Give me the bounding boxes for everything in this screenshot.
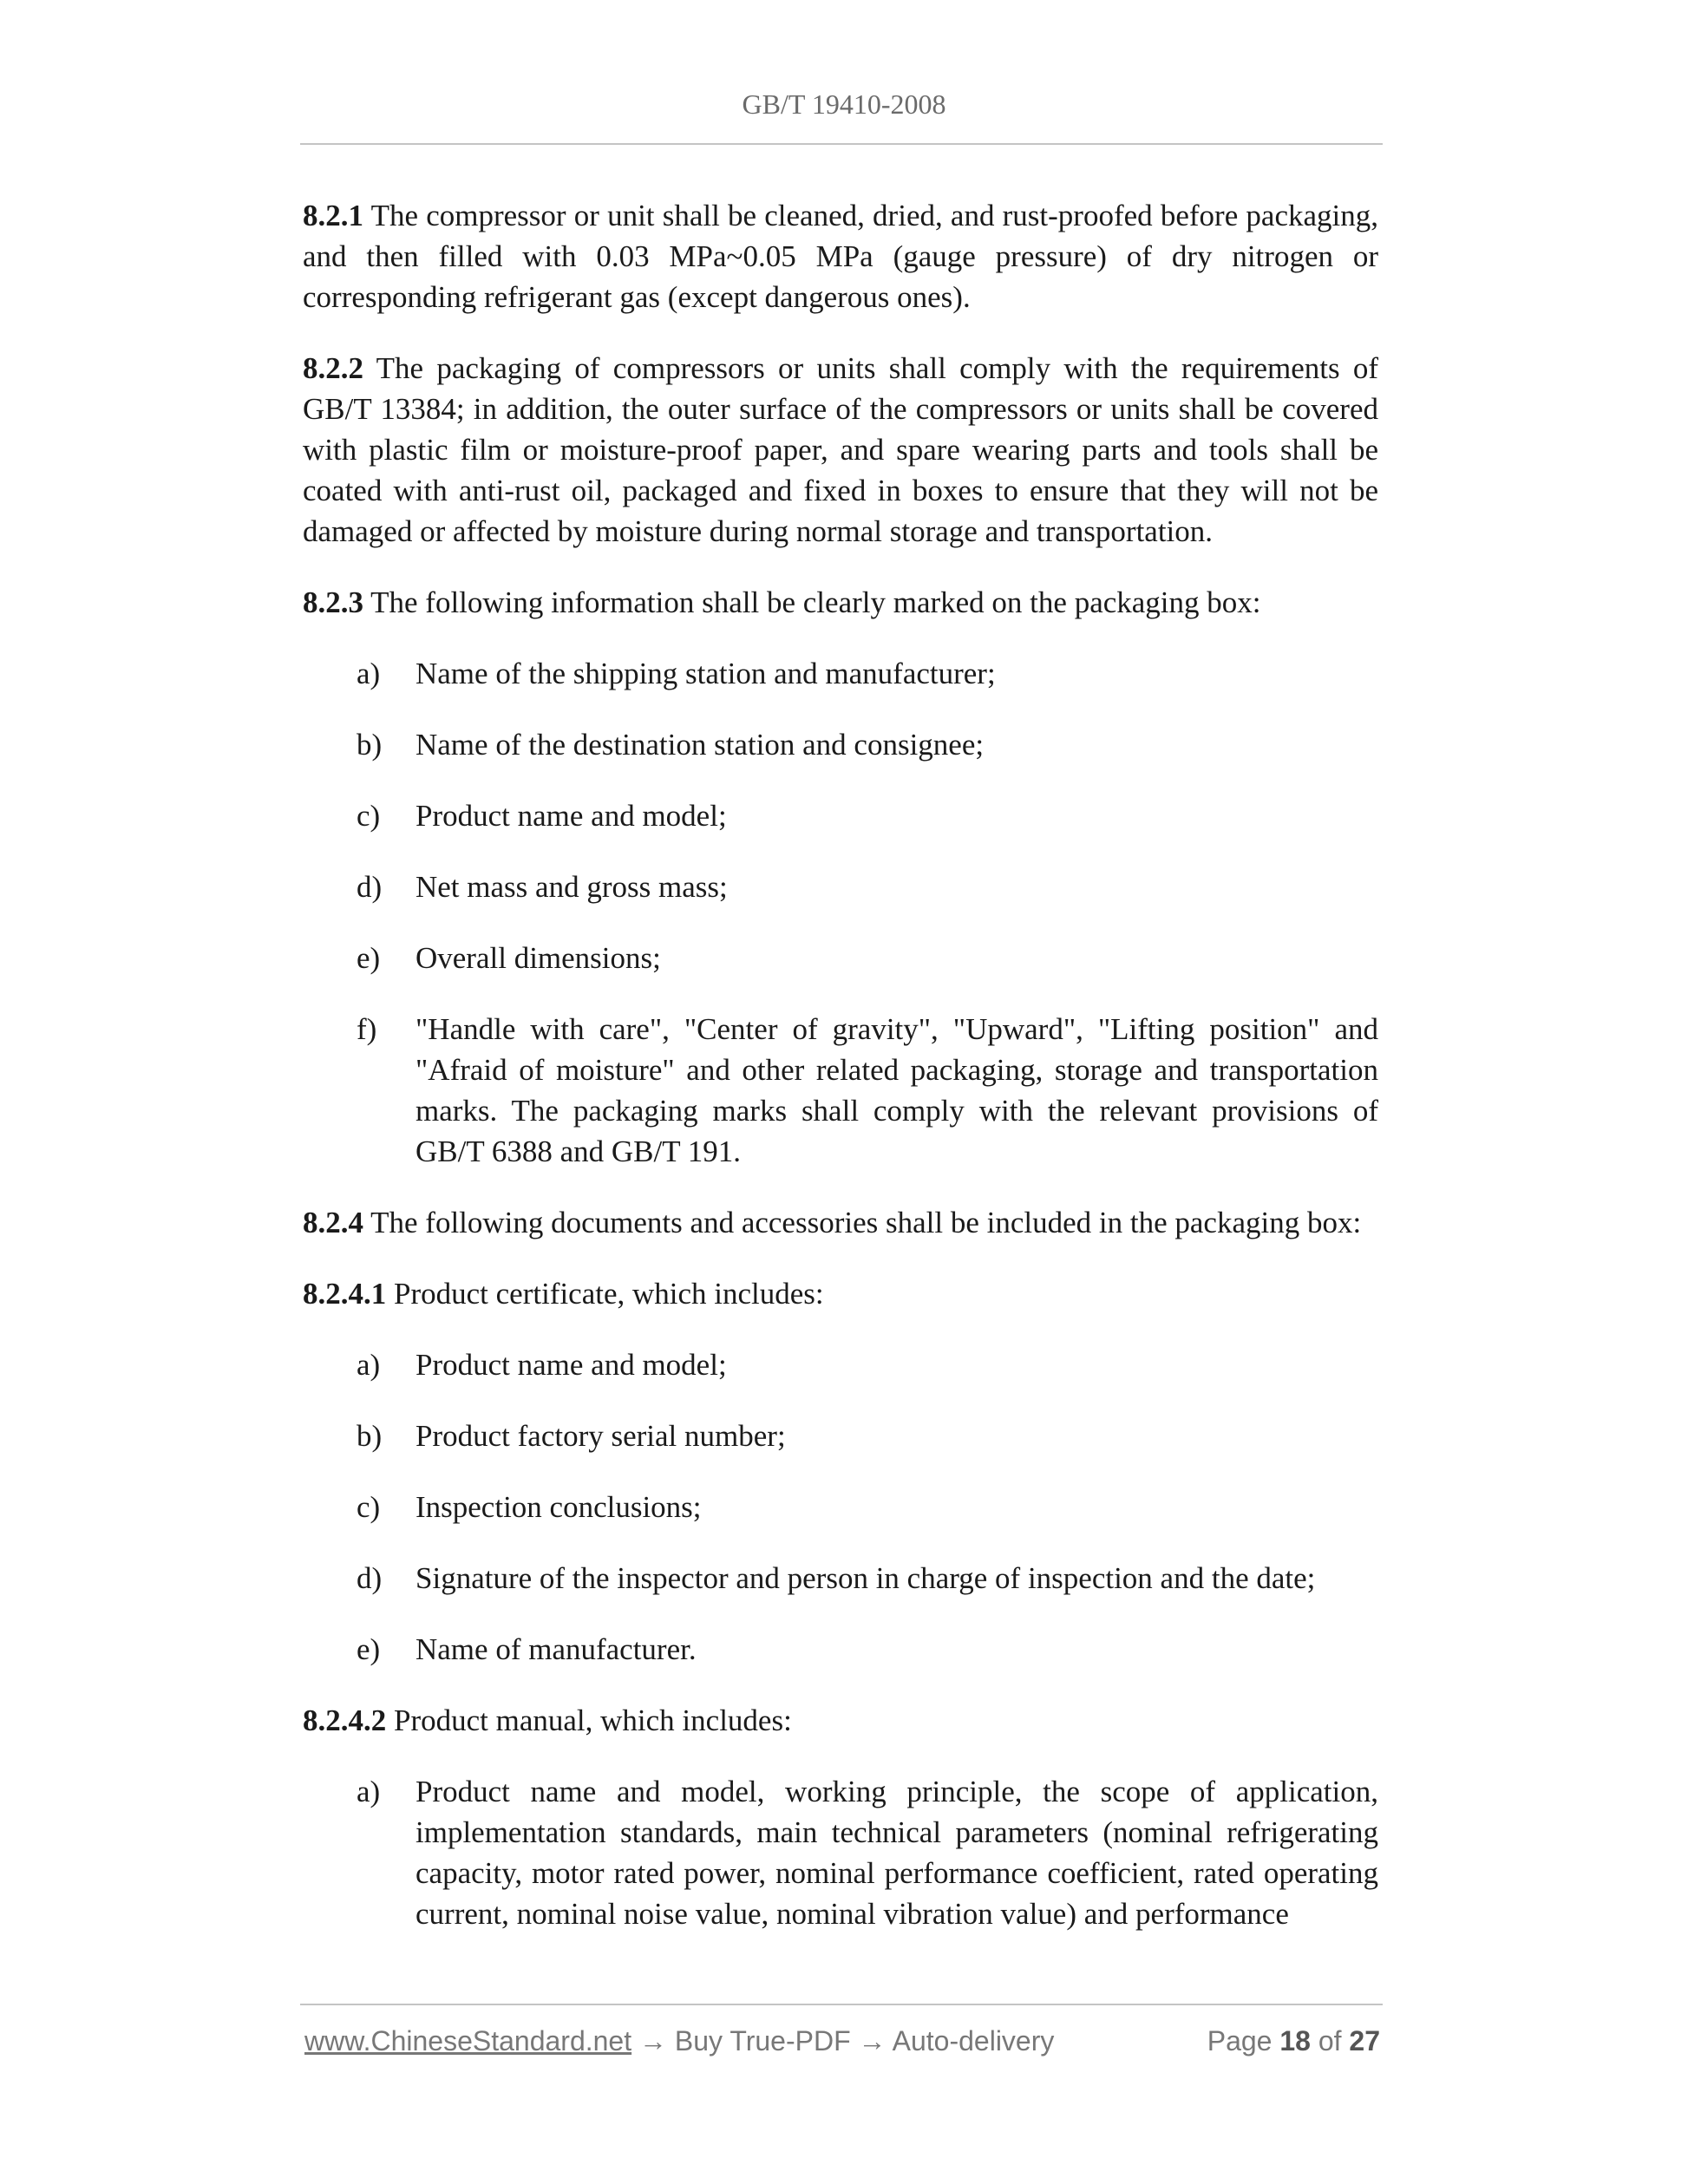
list-item [303, 1558, 1378, 1599]
marking-list [303, 653, 1378, 1172]
header-divider [300, 143, 1383, 145]
list-item [303, 724, 1378, 765]
manual-list [303, 1771, 1378, 1934]
list-text: "Handle with care", "Center of gravity", "Upward", "Lifting position" and "Afraid of moisture" and other related packaging, storage and transportation marks. The packaging marks shall comply with the relevant provisions of GB/T 6388 and GB/T 191. [415, 1012, 1378, 1168]
list-item [303, 1416, 1378, 1456]
page-total: 27 [1349, 2025, 1380, 2056]
page-current: 18 [1279, 2025, 1311, 2056]
list-label: d) [357, 1561, 383, 1595]
list-label: a) [357, 1775, 381, 1808]
auto-delivery-text: Auto-delivery [892, 2025, 1055, 2056]
list-item [303, 653, 1378, 694]
list-item [303, 1629, 1378, 1670]
list-text: Product name and model; [415, 799, 727, 833]
list-label: e) [357, 941, 381, 975]
list-text: Name of manufacturer. [415, 1632, 697, 1666]
clause-text: The following information shall be clearly marked on the packaging box: [370, 585, 1261, 619]
list-label: f) [357, 1012, 377, 1046]
clause-number: 8.2.3 [303, 585, 363, 619]
list-item [303, 938, 1378, 978]
clause-8-2-4-2 [303, 1700, 1378, 1741]
clause-text: Product certificate, which includes: [394, 1277, 824, 1311]
page-word: Page [1207, 2025, 1273, 2056]
page-footer [304, 2025, 1380, 2063]
page-body [303, 195, 1378, 1965]
clause-number: 8.2.2 [303, 351, 363, 385]
list-text: Name of the destination station and consignee; [415, 728, 985, 762]
list-item [303, 1009, 1378, 1172]
clause-8-2-2 [303, 348, 1378, 552]
of-word: of [1318, 2025, 1342, 2056]
clause-8-2-3 [303, 582, 1378, 623]
list-text: Overall dimensions; [415, 941, 661, 975]
list-label: a) [357, 1348, 381, 1382]
list-label: b) [357, 728, 383, 762]
list-text: Product name and model, working principle, the scope of application, implementation standards, main technical parameters (nominal refrigerating capacity, motor rated power, nominal performance coefficient, rated operating current, nominal noise value, nominal vibration value) and performance [415, 1775, 1378, 1931]
clause-text: The following documents and accessories shall be included in the packaging box: [370, 1206, 1362, 1239]
list-label: b) [357, 1419, 383, 1453]
header-title: GB/T 19410-2008 [742, 88, 946, 120]
list-item [303, 1487, 1378, 1527]
list-text: Product name and model; [415, 1348, 727, 1382]
site-link[interactable]: www.ChineseStandard.net [304, 2025, 632, 2056]
clause-number: 8.2.1 [303, 199, 363, 232]
clause-8-2-4 [303, 1202, 1378, 1243]
list-text: Name of the shipping station and manufacturer; [415, 657, 996, 690]
list-item [303, 1771, 1378, 1934]
buy-pdf-text: Buy True-PDF [674, 2025, 851, 2056]
list-text: Signature of the inspector and person in charge of inspection and the date; [415, 1561, 1316, 1595]
clause-text: The packaging of compressors or units shall comply with the requirements of GB/T 13384; in addition, the outer surface of the compressors or units shall be covered with plastic film or moisture-proof paper, and spare wearing parts and tools shall be coated with anti-rust oil, packaged and fixed in boxes to ensure that they will not be damaged or affected by moisture during normal storage and transportation. [303, 351, 1378, 548]
list-label: e) [357, 1632, 381, 1666]
page-indicator [1207, 2025, 1380, 2057]
footer-divider [300, 2004, 1383, 2005]
certificate-list [303, 1344, 1378, 1670]
list-text: Net mass and gross mass; [415, 870, 728, 904]
clause-number: 8.2.4.1 [303, 1277, 387, 1311]
arrow-right-icon: → [639, 2025, 667, 2056]
clause-number: 8.2.4.2 [303, 1703, 387, 1737]
list-text: Product factory serial number; [415, 1419, 786, 1453]
list-label: c) [357, 799, 381, 833]
list-item [303, 795, 1378, 836]
list-label: a) [357, 657, 381, 690]
clause-8-2-4-1 [303, 1273, 1378, 1314]
clause-text: The compressor or unit shall be cleaned, dried, and rust-proofed before packaging, and then filled with 0.03 MPa~0.05 MPa (gauge pressure) of dry nitrogen or corresponding refrigerant gas (except dangerous ones). [303, 199, 1378, 314]
arrow-right-icon: → [858, 2025, 887, 2056]
clause-8-2-1 [303, 195, 1378, 317]
list-text: Inspection conclusions; [415, 1490, 702, 1524]
list-label: d) [357, 870, 383, 904]
footer-links [304, 2025, 1054, 2057]
list-item [303, 1344, 1378, 1385]
clause-number: 8.2.4 [303, 1206, 363, 1239]
list-item [303, 866, 1378, 907]
clause-text: Product manual, which includes: [394, 1703, 792, 1737]
list-label: c) [357, 1490, 381, 1524]
